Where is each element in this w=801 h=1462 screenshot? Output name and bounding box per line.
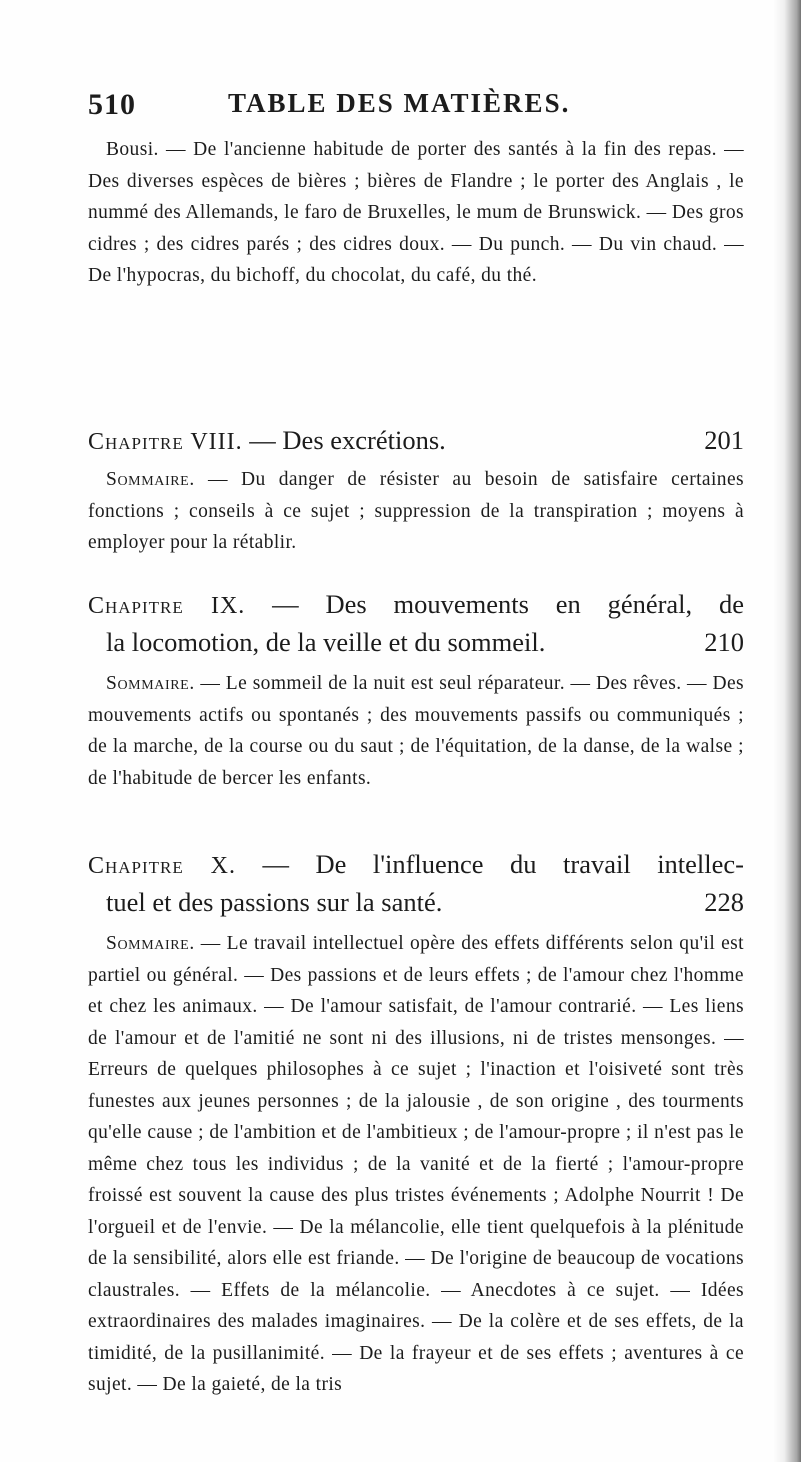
chapter-ix-page: 210: [704, 627, 744, 657]
summary-label: Sommaire.: [106, 673, 195, 694]
chapter-x-heading-line-1: [88, 846, 744, 884]
chapter-viii-page: 201: [704, 425, 744, 455]
chapter-ix-summary: Sommaire. — Le sommeil de la nuit est seul réparateur. — Des rêves. — Des mouvements actifs ou spontanés ; des mouvements passifs ou communiqués ; de la marche, de la course ou du saut ; de l'équitation, de la danse, de la walse ; de l'habitude de bercer les enfants.: [88, 673, 744, 789]
chapter-ix-label: Chapitre IX.: [88, 593, 246, 619]
chapter-x-summary: Sommaire. — Le travail intellectuel opère des effets différents selon qu'il est partiel ou général. — Des passions et de leurs effets ; de l'amour chez l'homme et chez les animaux. — De l'amour satisfait, de l'amour contrarié. — Les liens de l'amour et de l'amitié ne sont ni des illusions, ni de tristes mensonges. — Erreurs de quelques philosophes à ce sujet ; l'inaction et l'oisiveté sont très funestes aux jeunes personnes ; de la jalousie , de son origine , des tourments qu'elle cause ; de l'ambition et de l'ambitieux ; de l'amour-propre ; il n'est pas le même chez tous les individus ; de la vanité et de la fierté ; l'amour-propre froissé est souvent la cause des plus tristes événements ; Adolphe Nourrit ! De l'orgueil et de l'envie. — De la mélancolie, elle tient quelquefois à la plénitude de la sensibilité, alors elle est friande. — De l'origine de beaucoup de vocations claustrales. — Effets de la mélancolie. — Anecdotes à ce sujet. — Idées extraordinaires des malades imaginaires. — De la colère et de ses effets, de la timidité, de la pusillanimité. — De la frayeur et de ses effets ; aventures à ce sujet. — De la gaieté, de la tris: [88, 933, 744, 1395]
chapter-x-heading-line-2: [88, 884, 744, 920]
page-edge-shadow: [773, 0, 801, 1462]
summary-label: Sommaire.: [106, 469, 195, 490]
chapter-x-title-1: — De l'influence du travail intellec-: [262, 849, 744, 879]
chapter-viii-label: Chapitre VIII.: [88, 429, 243, 455]
running-title: TABLE DES MATIÈRES.: [228, 88, 571, 118]
summary-label: Sommaire.: [106, 933, 195, 954]
intro-paragraph: Bousi. — De l'ancienne habitude de porter des santés à la fin des repas. — Des diverses espèces de bières ; bières de Flandre ; le porter des Anglais , le nummé des Allemands, le faro de Bruxelles, le mum de Brunswick. — Des gros cidres ; des cidres parés ; des cidres doux. — Du punch. — Du vin chaud. — De l'hypocras, du bichoff, du chocolat, du café, du thé.: [88, 139, 744, 286]
chapter-x-label: Chapitre X.: [88, 853, 236, 879]
chapter-ix-title-1: — Des mouvements en général, de: [272, 589, 745, 619]
chapter-ix-title-2: la locomotion, de la veille et du sommeil.: [106, 627, 546, 657]
chapter-x-title-2: tuel et des passions sur la santé.: [106, 887, 443, 917]
page-number: 510: [88, 88, 136, 121]
chapter-ix-heading-line-2: [88, 624, 744, 660]
chapter-x-page: 228: [704, 887, 744, 917]
chapter-viii-summary: Sommaire. — Du danger de résister au besoin de satisfaire certaines fonctions ; conseils à ce sujet ; suppression de la transpiration ; moyens à employer pour la rétablir.: [88, 469, 744, 553]
chapter-viii-heading: [88, 422, 744, 460]
chapter-ix-heading-line-1: [88, 586, 744, 624]
chapter-viii-title: — Des excrétions.: [249, 425, 446, 455]
page-header: [88, 88, 748, 128]
